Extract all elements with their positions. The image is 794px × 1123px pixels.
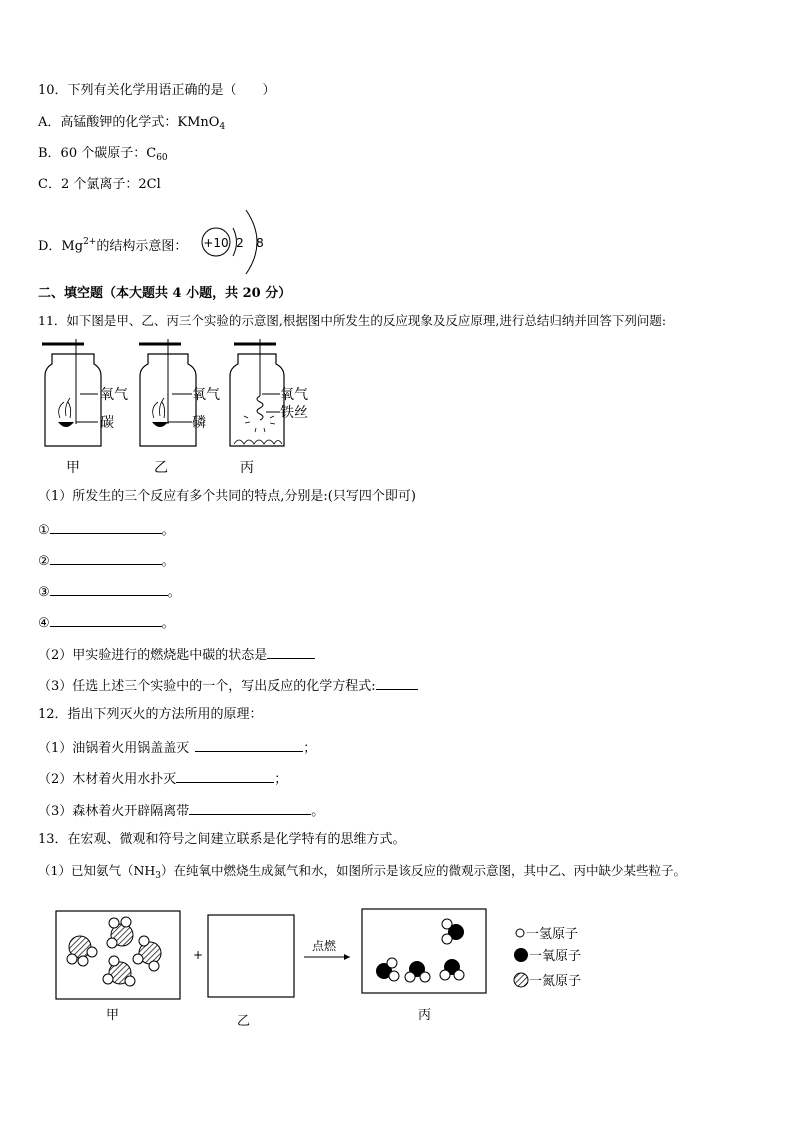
jar-jia-caption: 甲	[66, 460, 80, 476]
ammonia-molecule-4	[103, 956, 135, 986]
q11-answer-2	[38, 551, 175, 571]
q10-a-text: A．高锰酸钾的化学式：KMnO	[38, 115, 220, 130]
outer-shell-count: 8	[256, 236, 264, 250]
mg-ion-structure-diagram	[196, 206, 276, 278]
q12-part1	[38, 738, 316, 758]
q11-part3-blank[interactable]	[376, 676, 418, 690]
ammonia-molecule-3	[133, 936, 161, 971]
ammonia-molecule-1	[67, 936, 97, 966]
q11-part2-blank[interactable]	[267, 645, 315, 659]
q12-stem: 12．指出下列灭火的方法所用的原理：	[38, 707, 263, 722]
q13-part1-prefix: （1）已知氨气（NH	[38, 863, 156, 878]
jar-bing-caption: 丙	[240, 460, 254, 476]
jar-yi-material-label: 磷	[192, 415, 206, 431]
plus-sign: +	[193, 948, 204, 962]
inner-shell-count: 2	[236, 236, 244, 250]
ammonia-molecule-2	[107, 917, 133, 948]
q10-option-d[interactable]	[38, 233, 187, 256]
q12-part2-text: （2）木材着火用水扑灭	[38, 772, 177, 787]
q10-b-sub: 60	[156, 153, 168, 163]
q11-end-4: 。	[161, 616, 175, 631]
water-molecule-2	[376, 958, 399, 981]
q11-blank-1[interactable]	[50, 520, 162, 534]
q12-part2	[38, 769, 287, 789]
q11-end-3: 。	[167, 585, 181, 600]
box-bing-caption: 丙	[418, 1008, 432, 1023]
q11-blank-3[interactable]	[50, 582, 168, 596]
water-molecule-1	[442, 919, 464, 944]
q10-option-a[interactable]	[38, 114, 225, 136]
q11-part1: （1）所发生的三个反应有多个共同的特点,分别是:(只写四个即可)	[38, 489, 416, 504]
q11-blank-4[interactable]	[50, 613, 162, 627]
q11-answer-1	[38, 520, 175, 540]
q10-option-b[interactable]	[38, 145, 168, 167]
q11-number-1: ①	[38, 523, 50, 538]
q11-stem: 11．如下图是甲、乙、丙三个实验的示意图,根据图中所发生的反应现象及反应原理,进行总结归纳并回答下列问题:	[38, 313, 667, 328]
q10-d-sup: 2+	[83, 237, 97, 247]
q11-answer-4	[38, 613, 175, 633]
q13-part1-suffix: ）在纯氧中燃烧生成氮气和水，如图所示是该反应的微观示意图，其中乙、丙中缺少某些粒子。	[161, 863, 687, 878]
jar-jia-gas-label: 氧气	[100, 387, 128, 403]
q11-number-3: ③	[38, 585, 50, 600]
legend-oxygen-symbol	[514, 948, 528, 962]
jar-bing-material-label: 铁丝	[280, 405, 308, 421]
q13-part1	[38, 862, 686, 885]
arrow-head	[344, 954, 350, 960]
arrow-label: 点燃	[312, 939, 337, 953]
q13-micro-reaction-diagram	[50, 905, 610, 1030]
q13-stem: 13．在宏观、微观和符号之间建立联系是化学特有的思维方式。	[38, 832, 406, 847]
q10-stem: 10．下列有关化学用语正确的是（ ）	[38, 83, 276, 98]
jar-yi-caption: 乙	[154, 460, 168, 476]
q10-b-text: B．60 个碳原子：C	[38, 146, 157, 161]
legend-nitrogen-symbol	[514, 973, 528, 987]
jar-jia	[42, 339, 128, 476]
q11-part2	[38, 645, 315, 665]
jar-bing	[230, 339, 308, 476]
q11-number-2: ②	[38, 554, 50, 569]
q12-part1-semi: ；	[303, 741, 317, 756]
q10-a-sub: 4	[219, 122, 226, 132]
q11-end-2: 。	[161, 554, 175, 569]
q13-part1-sub: 3	[155, 871, 162, 881]
q12-part3-blank[interactable]	[189, 801, 311, 815]
water-molecule-3	[405, 961, 430, 982]
box-jia-caption: 甲	[106, 1008, 120, 1023]
q12-part3-text: （3）森林着火开辟隔离带	[38, 804, 190, 819]
q10-d-text: D．Mg	[38, 239, 84, 254]
q10-option-c[interactable]: C．2 个氯离子：2Cl	[38, 177, 161, 192]
q11-answer-3	[38, 582, 181, 602]
nucleus-charge: +10	[203, 236, 229, 250]
legend	[514, 927, 581, 989]
q11-part2-text: （2）甲实验进行的燃烧匙中碳的状态是	[38, 648, 268, 663]
section-2-title: 二、填空题（本大题共 4 小题，共 20 分）	[38, 286, 292, 301]
water-molecule-4	[440, 959, 464, 980]
q11-part3-text: （3）任选上述三个实验中的一个，写出反应的化学方程式:	[38, 679, 376, 694]
jar-yi-gas-label: 氧气	[192, 387, 220, 403]
q12-part1-text: （1）油锅着火用锅盖盖灭	[38, 741, 190, 756]
q12-part1-blank[interactable]	[195, 738, 303, 752]
legend-hydrogen-label: 一氢原子	[526, 927, 579, 942]
q11-end-1: 。	[161, 523, 175, 538]
jar-jia-material-label: 碳	[100, 415, 114, 431]
box-yi	[208, 915, 294, 997]
legend-nitrogen-label: 一氮原子	[529, 974, 582, 989]
q12-part2-blank[interactable]	[176, 769, 274, 783]
legend-hydrogen-symbol	[516, 929, 524, 937]
jar-bing-gas-label: 氧气	[280, 387, 308, 403]
q12-part3-end: 。	[311, 804, 325, 819]
q11-experiment-figure	[36, 336, 336, 480]
jar-yi	[139, 339, 220, 476]
q11-part3	[38, 676, 418, 696]
box-yi-caption: 乙	[237, 1014, 251, 1029]
q11-blank-2[interactable]	[50, 551, 162, 565]
q12-part3	[38, 801, 324, 821]
q12-part2-semi: ；	[274, 772, 288, 787]
q11-number-4: ④	[38, 616, 50, 631]
legend-oxygen-label: 一氧原子	[529, 949, 582, 964]
q10-d-suffix: 的结构示意图：	[96, 239, 188, 254]
